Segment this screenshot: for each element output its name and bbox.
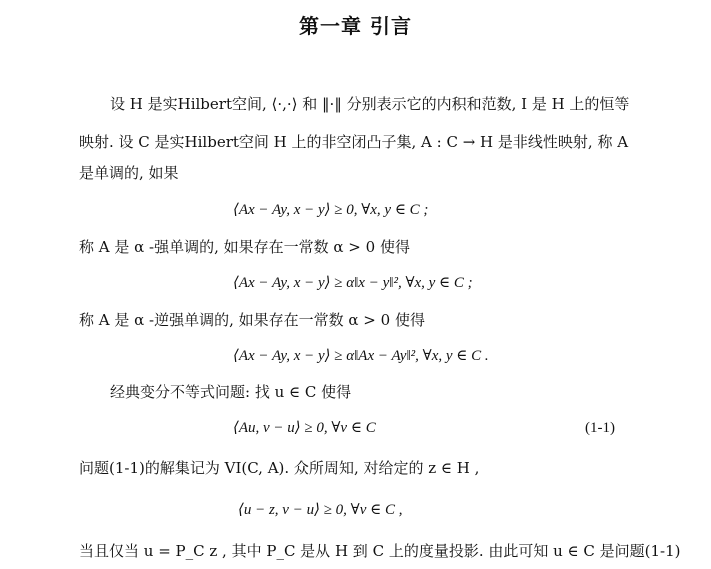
paragraph-line-6: 经典变分不等式问题: 找 u ∈ C 使得 — [110, 383, 352, 401]
strongly-monotone-inequality: ⟨Ax − Ay, x − y⟩ ≥ α‖x − y‖², ∀x, y ∈ C ; — [233, 275, 473, 291]
paragraph-line-8: 当且仅当 u = P_C z , 其中 P_C 是从 H 到 C 上的度量投影. 由此可知 u ∈ C 是问题(1-1) — [79, 542, 681, 560]
projection-inequality: ⟨u − z, v − u⟩ ≥ 0, ∀v ∈ C , — [238, 502, 403, 518]
paragraph-line-2: 映射. 设 C 是实Hilbert空间 H 上的非空闭凸子集, A : C → H 是非线性映射, 称 A — [79, 133, 629, 151]
paragraph-line-1: 设 H 是实Hilbert空间, ⟨·,·⟩ 和 ‖·‖ 分别表示它的内积和范数, I 是 H 上的恒等 — [110, 95, 630, 113]
paragraph-line-7: 问题(1-1)的解集记为 VI(C, A). 众所周知, 对给定的 z ∈ H , — [79, 459, 480, 477]
paragraph-line-5: 称 A 是 α -逆强单调的, 如果存在一常数 α > 0 使得 — [79, 311, 425, 329]
inverse-strongly-monotone-inequality: ⟨Ax − Ay, x − y⟩ ≥ α‖Ax − Ay‖², ∀x, y ∈ C . — [233, 348, 489, 364]
paragraph-line-3: 是单调的, 如果 — [79, 164, 179, 182]
chapter-title: 第一章 引言 — [299, 14, 412, 38]
paragraph-line-4: 称 A 是 α -强单调的, 如果存在一常数 α > 0 使得 — [79, 238, 410, 256]
variational-inequality: ⟨Au, v − u⟩ ≥ 0, ∀v ∈ C — [233, 420, 376, 436]
monotone-inequality: ⟨Ax − Ay, x − y⟩ ≥ 0, ∀x, y ∈ C ; — [233, 202, 429, 218]
equation-number: (1-1) — [585, 420, 615, 436]
